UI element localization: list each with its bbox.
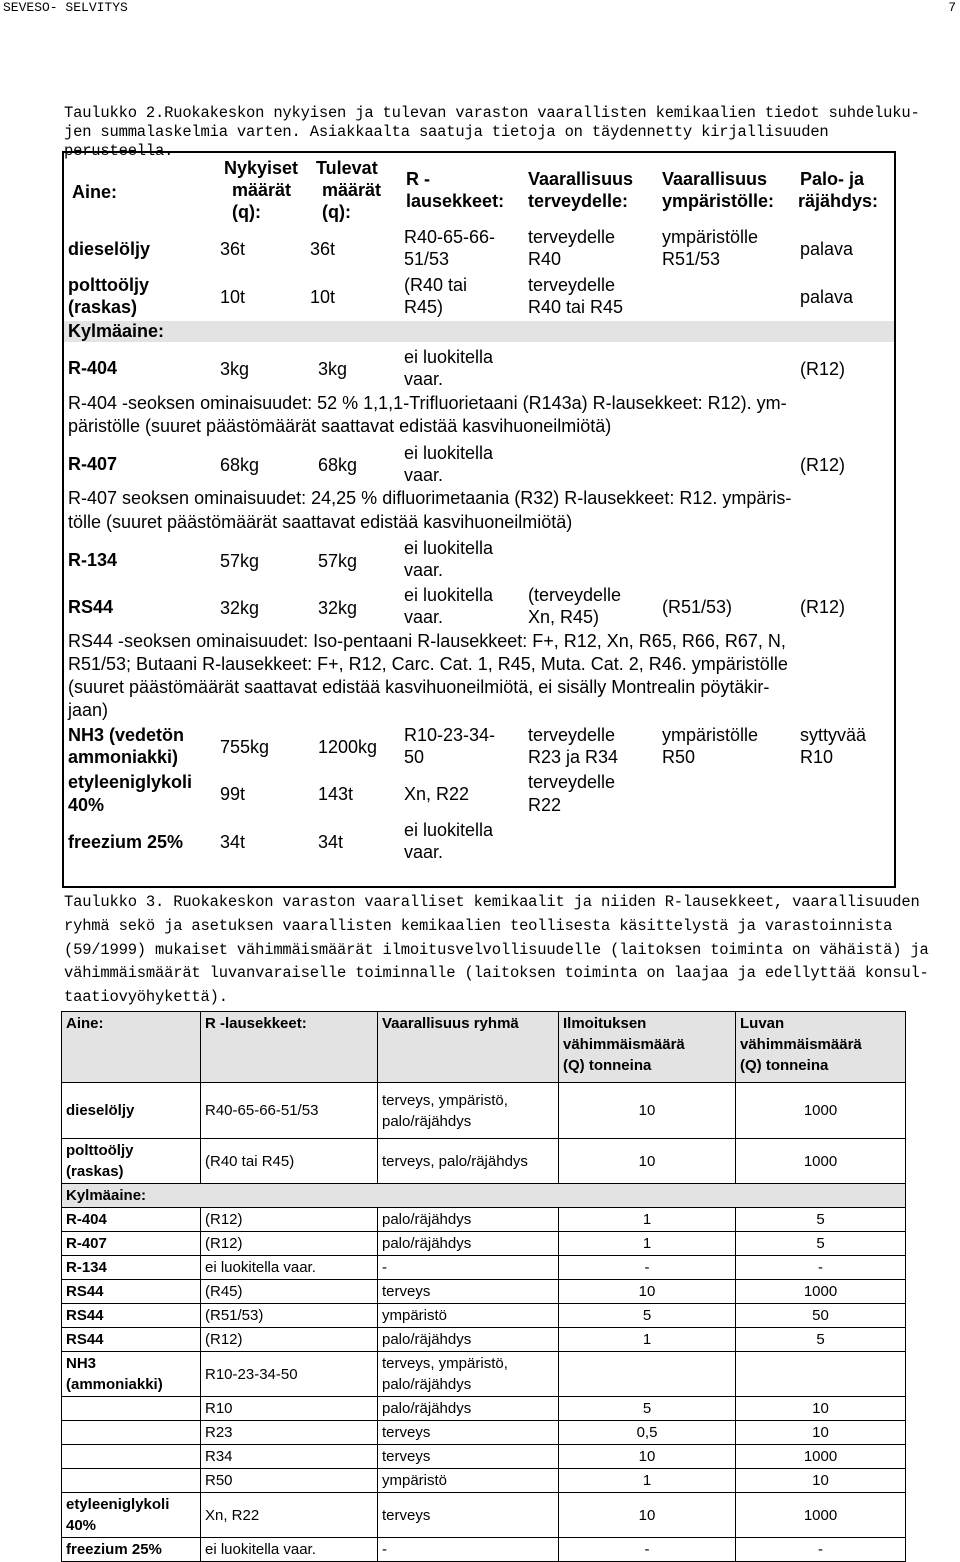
t2-cell: 143t bbox=[318, 784, 354, 804]
t3-line: palo/räjähdys bbox=[382, 1112, 472, 1130]
t2-cell: vaar. bbox=[404, 607, 444, 627]
t2-cell: terveydelle bbox=[528, 772, 616, 792]
t2-nh3-name: NH3 (vedetön bbox=[68, 725, 185, 745]
t3-cell bbox=[378, 1083, 559, 1139]
t3-cell: 10 bbox=[736, 1469, 906, 1493]
t2-kylmaaine-label: Kylmäaine: bbox=[68, 321, 165, 341]
t3-cell: 10 bbox=[736, 1421, 906, 1445]
t2-cell: (R51/53) bbox=[662, 597, 733, 617]
caption-line: jen summalaskelmia varten. Asiakkaalta saatuja tietoja on täydennetty kirjallisuuden perusteella. bbox=[64, 123, 829, 160]
t3-cell: dieselöljy bbox=[62, 1083, 201, 1139]
document-title: SEVESO- SELVITYS bbox=[3, 0, 128, 15]
table-row bbox=[62, 1083, 906, 1139]
t3-header-line: Luvan bbox=[740, 1015, 785, 1032]
t3-cell: R10 bbox=[201, 1397, 378, 1421]
t3-cell: R34 bbox=[201, 1445, 378, 1469]
t2-cell: 34t bbox=[220, 832, 246, 852]
t2-cell: R50 bbox=[662, 747, 696, 767]
t2-cell: 34t bbox=[318, 832, 344, 852]
t3-cell bbox=[62, 1469, 201, 1493]
t3-header-lupa bbox=[736, 1012, 906, 1083]
table-row bbox=[62, 1352, 906, 1397]
t3-header-line: vähimmäismäärä bbox=[563, 1036, 685, 1053]
t2-cell: 36t bbox=[220, 239, 246, 259]
t2-cell: ei luokitella bbox=[404, 585, 494, 605]
t3-line: terveys, ympäristö, bbox=[382, 1091, 508, 1109]
table3-caption bbox=[64, 891, 949, 1010]
t2-cell: 68kg bbox=[220, 455, 260, 475]
t2-rs44-name: RS44 bbox=[68, 597, 114, 617]
t3-header-line: (Q) tonneina bbox=[740, 1057, 829, 1074]
t2-cell: 755kg bbox=[220, 737, 270, 757]
t2-note: jaan) bbox=[68, 700, 109, 720]
t2-cell: terveydelle bbox=[528, 275, 616, 295]
col-header-ymparisto: ympäristölle: bbox=[662, 191, 775, 211]
t2-etyl-name: 40% bbox=[68, 795, 105, 815]
table-row bbox=[62, 1256, 906, 1280]
t3-cell: palo/räjähdys bbox=[378, 1328, 559, 1352]
t2-cell: R40-65-66- bbox=[404, 227, 496, 247]
t2-cell: R10-23-34- bbox=[404, 725, 496, 745]
col-header-terveys: Vaarallisuus bbox=[528, 169, 634, 189]
col-header-nykyiset: määrät bbox=[232, 180, 292, 200]
t3-header-aine: Aine: bbox=[62, 1012, 201, 1083]
section-band bbox=[64, 321, 894, 342]
t3-cell: RS44 bbox=[62, 1280, 201, 1304]
t3-cell: 1 bbox=[559, 1232, 736, 1256]
t3-header-line: (Q) tonneina bbox=[563, 1057, 652, 1074]
t3-cell: palo/räjähdys bbox=[378, 1232, 559, 1256]
t3-cell: R10-23-34-50 bbox=[201, 1352, 378, 1397]
table-row bbox=[62, 1445, 906, 1469]
t2-cell: (R12) bbox=[800, 597, 846, 617]
col-header-ymparisto: Vaarallisuus bbox=[662, 169, 768, 189]
caption-line: Taulukko 2.Ruokakeskon nykyisen ja tulevan varaston vaarallisten kemikaalien tiedot suhdeluku- bbox=[64, 104, 920, 122]
t2-cell: ei luokitella bbox=[404, 443, 494, 463]
t3-cell bbox=[62, 1421, 201, 1445]
table-row bbox=[62, 1397, 906, 1421]
t2-cell: terveydelle bbox=[528, 227, 616, 247]
t3-cell: 10 bbox=[559, 1083, 736, 1139]
t3-line: (ammoniakki) bbox=[66, 1376, 163, 1393]
t3-cell bbox=[378, 1352, 559, 1397]
t2-cell: Xn, R22 bbox=[404, 784, 470, 804]
t3-cell: (R12) bbox=[201, 1208, 378, 1232]
t3-cell bbox=[62, 1493, 201, 1538]
t2-freez-name: freezium 25% bbox=[68, 832, 184, 852]
table-row bbox=[62, 1139, 906, 1184]
t2-cell: palava bbox=[800, 287, 854, 307]
t2-cell: ei luokitella bbox=[404, 820, 494, 840]
t2-cell: 51/53 bbox=[404, 249, 450, 269]
t3-cell bbox=[62, 1352, 201, 1397]
t2-cell: (R12) bbox=[800, 455, 846, 475]
t2-note: R51/53; Butaani R-lausekkeet: F+, R12, Carc. Cat. 1, R45, Muta. Cat. 2, R46. ympäristölle bbox=[68, 654, 788, 674]
table-row bbox=[62, 1280, 906, 1304]
t2-r407-name: R-407 bbox=[68, 454, 118, 474]
t3-cell: 0,5 bbox=[559, 1421, 736, 1445]
t3-cell: - bbox=[736, 1256, 906, 1280]
t2-r134-name: R-134 bbox=[68, 550, 118, 570]
t2-cell: vaar. bbox=[404, 560, 444, 580]
table-row bbox=[62, 1328, 906, 1352]
t2-cell: R40 bbox=[528, 249, 562, 269]
t3-cell: terveys, palo/räjähdys bbox=[378, 1139, 559, 1184]
t2-cell: R23 ja R34 bbox=[528, 747, 619, 767]
table-row bbox=[62, 1304, 906, 1328]
t3-cell: R-134 bbox=[62, 1256, 201, 1280]
t2-cell: R40 tai R45 bbox=[528, 297, 624, 317]
t3-cell: terveys bbox=[378, 1493, 559, 1538]
t2-cell: 32kg bbox=[318, 598, 358, 618]
t2-r404-name: R-404 bbox=[68, 358, 118, 378]
t2-cell: syttyvää bbox=[800, 725, 867, 745]
t3-header-line: Ilmoituksen bbox=[563, 1015, 647, 1032]
t3-cell: 10 bbox=[736, 1397, 906, 1421]
t3-cell: 5 bbox=[736, 1232, 906, 1256]
t3-header-ilmoitus bbox=[559, 1012, 736, 1083]
t2-cell: vaar. bbox=[404, 465, 444, 485]
t2-cell: Xn, R45) bbox=[528, 607, 600, 627]
col-header-r: lausekkeet: bbox=[406, 191, 505, 211]
t2-cell: vaar. bbox=[404, 369, 444, 389]
t3-line: NH3 bbox=[66, 1355, 97, 1372]
t3-cell: (R40 tai R45) bbox=[201, 1139, 378, 1184]
t3-line: 40% bbox=[66, 1517, 97, 1534]
t3-cell: 10 bbox=[559, 1280, 736, 1304]
t3-cell: 5 bbox=[736, 1208, 906, 1232]
t3-header-vaarallisuus: Vaarallisuus ryhmä bbox=[378, 1012, 559, 1083]
t3-cell: 1 bbox=[559, 1469, 736, 1493]
col-header-tulevat: määrät bbox=[322, 180, 382, 200]
table-row bbox=[62, 1493, 906, 1538]
t2-nh3-name: ammoniakki) bbox=[68, 747, 179, 767]
t2-note: R-404 -seoksen ominaisuudet: 52 % 1,1,1-Trifluorietaani (R143a) R-lausekkeet: R12). ym- bbox=[68, 393, 787, 413]
t2-cell: 50 bbox=[404, 747, 425, 767]
col-header-tulevat: (q): bbox=[322, 202, 351, 222]
t2-cell: 10t bbox=[220, 287, 246, 307]
t3-line: etyleeniglykoli bbox=[66, 1496, 170, 1513]
t3-cell bbox=[62, 1445, 201, 1469]
t2-cell: ympäristölle bbox=[662, 227, 759, 247]
t3-cell: ympäristö bbox=[378, 1469, 559, 1493]
t3-cell: 5 bbox=[559, 1397, 736, 1421]
col-header-tulevat: Tulevat bbox=[316, 158, 378, 178]
t3-cell: 5 bbox=[736, 1328, 906, 1352]
col-header-r: R - bbox=[406, 169, 430, 189]
t3-cell: ei luokitella vaar. bbox=[201, 1256, 378, 1280]
t3-line: (raskas) bbox=[66, 1163, 124, 1180]
col-header-nykyiset: (q): bbox=[232, 202, 261, 222]
t3-cell: - bbox=[736, 1538, 906, 1562]
table-row bbox=[62, 1469, 906, 1493]
table-row bbox=[62, 1208, 906, 1232]
t2-note: päristölle (suuret päästömäärät saattavat edistää kasvihuoneilmiötä) bbox=[68, 416, 612, 436]
t2-cell: (terveydelle bbox=[528, 585, 622, 605]
t3-line: polttoöljy bbox=[66, 1142, 134, 1159]
t2-cell: 3kg bbox=[220, 359, 250, 379]
page-number: 7 bbox=[948, 0, 956, 15]
caption-line: (59/1999) mukaiset vähimmäismäärät ilmoitusvelvollisuudelle (laitoksen toiminta on vähäistä) ja bbox=[64, 940, 929, 959]
t3-cell: 10 bbox=[559, 1493, 736, 1538]
t3-cell: R-407 bbox=[62, 1232, 201, 1256]
t2-cell: R45) bbox=[404, 297, 444, 317]
t2-cell: R10 bbox=[800, 747, 834, 767]
t2-note: R-407 seoksen ominaisuudet: 24,25 % difluorimetaania (R32) R-lausekkeet: R12. ympäris- bbox=[68, 488, 792, 508]
t3-cell bbox=[736, 1352, 906, 1397]
t3-cell: palo/räjähdys bbox=[378, 1208, 559, 1232]
t3-cell: 1000 bbox=[736, 1493, 906, 1538]
t2-diesel-name: dieselöljy bbox=[68, 239, 151, 259]
t2-cell: palava bbox=[800, 239, 854, 259]
t2-cell: (R40 tai bbox=[404, 275, 468, 295]
t3-cell: freezium 25% bbox=[62, 1538, 201, 1562]
t2-cell: ei luokitella bbox=[404, 347, 494, 367]
t3-cell: R23 bbox=[201, 1421, 378, 1445]
t2-cell: ympäristölle bbox=[662, 725, 759, 745]
page-header bbox=[0, 0, 960, 14]
col-header-terveys: terveydelle: bbox=[528, 191, 629, 211]
t3-cell: 1000 bbox=[736, 1083, 906, 1139]
t2-poltto-name: polttoöljy bbox=[68, 275, 149, 295]
t3-cell: Xn, R22 bbox=[201, 1493, 378, 1538]
caption-line: taatiovyöhykettä). bbox=[64, 988, 228, 1007]
t3-cell: 10 bbox=[559, 1445, 736, 1469]
table2 bbox=[62, 151, 896, 888]
t3-cell bbox=[62, 1397, 201, 1421]
t2-cell: R51/53 bbox=[662, 249, 721, 269]
t3-kylmaaine-label: Kylmäaine: bbox=[62, 1184, 906, 1208]
caption-line: ryhmä sekö ja asetuksen vaarallisten kemikaalien teollisesta käsittelystä ja varastoinnista bbox=[64, 916, 893, 935]
col-header-palo: Palo- ja bbox=[800, 169, 865, 189]
t3-header-line: vähimmäismäärä bbox=[740, 1036, 862, 1053]
t3-cell bbox=[62, 1139, 201, 1184]
t3-cell: 1000 bbox=[736, 1139, 906, 1184]
t3-line: terveys, ympäristö, bbox=[382, 1355, 508, 1372]
t2-cell: 3kg bbox=[318, 359, 348, 379]
t3-cell: (R12) bbox=[201, 1328, 378, 1352]
table-row bbox=[62, 1538, 906, 1562]
col-header-palo: räjähdys: bbox=[798, 191, 879, 211]
t3-cell: palo/räjähdys bbox=[378, 1397, 559, 1421]
t3-cell: ei luokitella vaar. bbox=[201, 1538, 378, 1562]
t2-note: tölle (suuret päästömäärät saattavat edistää kasvihuoneilmiötä) bbox=[68, 512, 573, 532]
t3-cell: terveys bbox=[378, 1445, 559, 1469]
t3-cell: R-404 bbox=[62, 1208, 201, 1232]
table-row bbox=[62, 1232, 906, 1256]
t3-cell: (R51/53) bbox=[201, 1304, 378, 1328]
t2-cell: R22 bbox=[528, 795, 562, 815]
col-header-aine: Aine: bbox=[72, 182, 117, 202]
t3-cell: terveys bbox=[378, 1421, 559, 1445]
t2-cell: 68kg bbox=[318, 455, 358, 475]
t3-cell: RS44 bbox=[62, 1304, 201, 1328]
t2-cell: 1200kg bbox=[318, 737, 378, 757]
t3-cell: R40-65-66-51/53 bbox=[201, 1083, 378, 1139]
t3-cell: ympäristö bbox=[378, 1304, 559, 1328]
t3-cell: 50 bbox=[736, 1304, 906, 1328]
t3-cell: - bbox=[378, 1256, 559, 1280]
t3-line: palo/räjähdys bbox=[382, 1376, 472, 1393]
t2-cell: 10t bbox=[310, 287, 336, 307]
t2-cell: vaar. bbox=[404, 842, 444, 862]
caption-line: Taulukko 3. Ruokakeskon varaston vaaralliset kemikaalit ja niiden R-lausekkeet, vaarallisuuden bbox=[64, 893, 920, 911]
t3-cell: - bbox=[378, 1538, 559, 1562]
t3-cell: 1000 bbox=[736, 1280, 906, 1304]
t2-cell: terveydelle bbox=[528, 725, 616, 745]
t3-cell: - bbox=[559, 1256, 736, 1280]
table-row bbox=[62, 1421, 906, 1445]
t3-cell bbox=[559, 1352, 736, 1397]
t3-cell: RS44 bbox=[62, 1328, 201, 1352]
t3-cell: terveys bbox=[378, 1280, 559, 1304]
t3-cell: - bbox=[559, 1538, 736, 1562]
t3-cell: 10 bbox=[559, 1139, 736, 1184]
table-row bbox=[62, 1184, 906, 1208]
t2-note: (suuret päästömäärät saattavat edistää kasvihuoneilmiötä, ei sisälly Montrealin pöytäkir- bbox=[68, 677, 770, 697]
t3-cell: 1000 bbox=[736, 1445, 906, 1469]
t2-cell: (R12) bbox=[800, 359, 846, 379]
t2-cell: 99t bbox=[220, 784, 246, 804]
t3-cell: (R45) bbox=[201, 1280, 378, 1304]
t2-cell: ei luokitella bbox=[404, 538, 494, 558]
table3 bbox=[61, 1011, 906, 1562]
t3-cell: 5 bbox=[559, 1304, 736, 1328]
t3-cell: 1 bbox=[559, 1208, 736, 1232]
t2-poltto-name: (raskas) bbox=[68, 297, 138, 317]
t2-etyl-name: etyleeniglykoli bbox=[68, 772, 193, 792]
t2-cell: 57kg bbox=[318, 551, 358, 571]
t3-cell: 1 bbox=[559, 1328, 736, 1352]
t2-cell: 57kg bbox=[220, 551, 260, 571]
t2-cell: 36t bbox=[310, 239, 336, 259]
t3-cell: R50 bbox=[201, 1469, 378, 1493]
caption-line: vähimmäismäärät luvanvaraiselle toiminnalle (laitoksen toiminta on laajaa ja edellyttää konsul- bbox=[64, 964, 929, 983]
t2-cell: 32kg bbox=[220, 598, 260, 618]
col-header-nykyiset: Nykyiset bbox=[224, 158, 299, 178]
t3-header-r: R -lausekkeet: bbox=[201, 1012, 378, 1083]
t3-cell: (R12) bbox=[201, 1232, 378, 1256]
t2-note: RS44 -seoksen ominaisuudet: Iso-pentaani R-lausekkeet: F+, R12, Xn, R65, R66, R67, N, bbox=[68, 631, 786, 651]
